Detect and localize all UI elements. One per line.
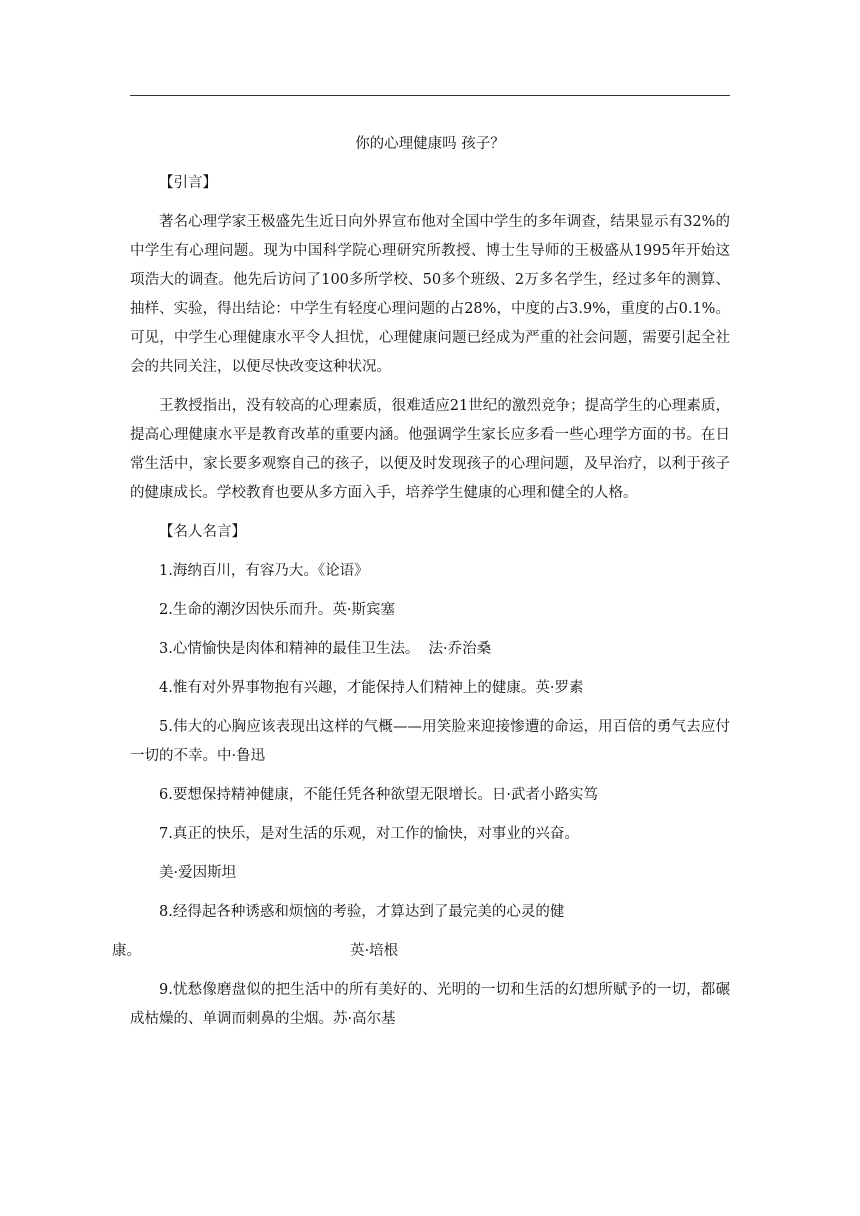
intro-paragraph-1: 著名心理学家王极盛先生近日向外界宣布他对全国中学生的多年调查，结果显示有32%的中学生有心理问题。现为中国科学院心理研究所教授、博士生导师的王极盛从1995年开始这项浩大的调查。他先后访问了100多所学校、50多个班级、2万多名学生，经过多年的测算、抽样、实验，得出结论：中学生有轻度心理问题的占28%，中度的占3.9%，重度的占0.1%。可见，中学生心理健康水平令人担忧，心理健康问题已经成为严重的社会问题，需要引起全社会的共同关注，以便尽快改变这种状况。 <box>130 214 730 375</box>
intro-heading: 【引言】 <box>159 175 217 191</box>
quotes-heading: 【名人名言】 <box>159 524 246 540</box>
intro-paragraph-2: 王教授指出，没有较高的心理素质，很难适应21世纪的激烈竞争；提高学生的心理素质，提高心理健康水平是教育改革的重要内涵。他强调学生家长应多看一些心理学方面的书。在日常生活中，家长要多观察自己的孩子，以便及时发现孩子的心理问题，及早治疗，以利于孩子的健康成长。学校教育也要从多方面入手，培养学生健康的心理和健全的人格。 <box>130 398 730 501</box>
quote-3: 3.心情愉快是肉体和精神的最佳卫生法。 法·乔治桑 <box>159 641 492 657</box>
quote-5: 5.伟大的心胸应该表现出这样的气概——用笑脸来迎接惨遭的命运，用百倍的勇气去应付一切的不幸。中·鲁迅 <box>130 719 730 764</box>
quote-6: 6.要想保持精神健康，不能任凭各种欲望无限增长。日·武者小路实笃 <box>159 787 598 803</box>
quote-7: 7.真正的快乐，是对生活的乐观，对工作的愉快，对事业的兴奋。 <box>159 826 579 842</box>
quote-7-author: 美·爱因斯坦 <box>159 865 237 881</box>
document-title: 你的心理健康吗 孩子？ <box>355 136 505 152</box>
quote-8-end: 康。 <box>112 943 141 959</box>
quote-1: 1.海纳百川，有容乃大。《论语》 <box>159 563 369 579</box>
header-rule <box>130 95 730 96</box>
quote-8-author: 英·培根 <box>350 943 399 959</box>
quote-2: 2.生命的潮汐因快乐而升。英·斯宾塞 <box>159 602 395 618</box>
document-page <box>112 130 730 1044</box>
quote-4: 4.惟有对外界事物抱有兴趣，才能保持人们精神上的健康。英·罗素 <box>159 680 584 696</box>
quote-8-continuation <box>112 937 730 966</box>
quote-8: 8.经得起各种诱惑和烦恼的考验，才算达到了最完美的心灵的健 <box>159 904 565 920</box>
quote-9: 9.忧愁像磨盘似的把生活中的所有美好的、光明的一切和生活的幻想所赋予的一切，都碾成枯燥的、单调而刺鼻的尘烟。苏·高尔基 <box>130 982 730 1027</box>
